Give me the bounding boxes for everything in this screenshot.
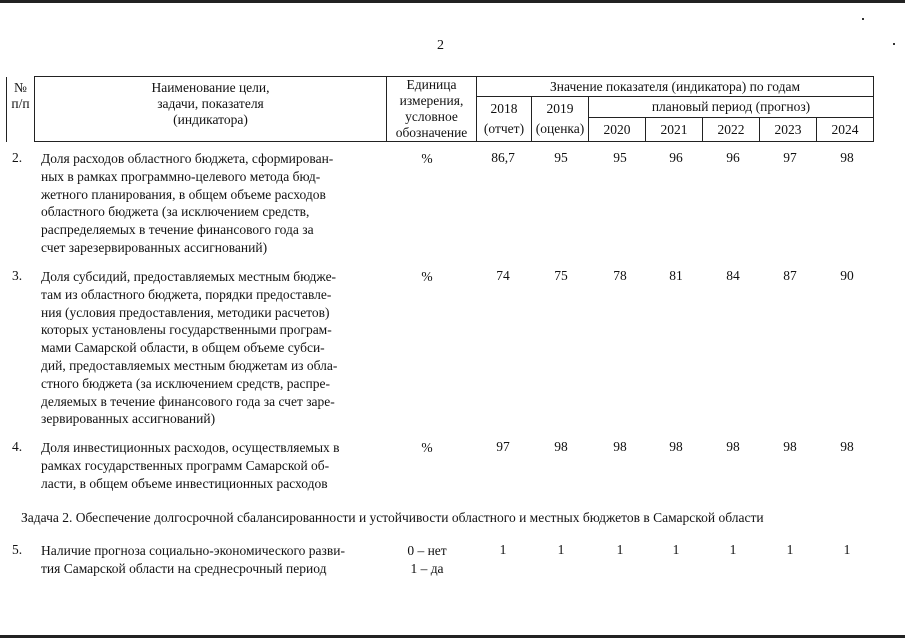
value-2022: 84 xyxy=(726,268,740,283)
value-2020: 1 xyxy=(616,542,624,557)
header-year-2018: 2018 (отчет) xyxy=(477,97,532,142)
value-2022: 1 xyxy=(729,542,737,557)
value-2024: 98 xyxy=(840,439,854,454)
value-2024: 1 xyxy=(843,542,851,557)
value-2022: 96 xyxy=(726,150,740,165)
row-unit: % xyxy=(421,440,433,455)
value-2020: 78 xyxy=(613,268,627,283)
value-2021: 96 xyxy=(669,150,683,165)
row-indicator-name: Доля расходов областного бюджета, сформирован- ных в рамках программно-целевого метода бюд- жетного планирования, в общем объеме расходов областного бюджета (за исключением средств, распределяемых в течение финансового года за счет зарезервированных ассигнований) xyxy=(41,151,334,255)
value-2023: 98 xyxy=(783,439,797,454)
value-2023: 87 xyxy=(783,268,797,283)
header-year-2021: 2021 xyxy=(646,118,703,142)
value-2019: 1 xyxy=(557,542,565,557)
table-header xyxy=(6,76,874,142)
row-number: 5. xyxy=(12,542,23,557)
header-planned-period: плановый период (прогноз) xyxy=(589,97,874,118)
header-year-2023: 2023 xyxy=(760,118,817,142)
value-2020: 95 xyxy=(613,150,627,165)
value-2024: 98 xyxy=(840,150,854,165)
row-unit: % xyxy=(421,269,433,284)
value-2020: 98 xyxy=(613,439,627,454)
row-number: 3. xyxy=(12,268,23,283)
header-col-unit: Единица измерения, условное обозначение xyxy=(387,77,477,142)
header-year-2024: 2024 xyxy=(817,118,874,142)
row-number: 2. xyxy=(12,150,23,165)
value-2022: 98 xyxy=(726,439,740,454)
scan-speck xyxy=(862,18,864,20)
value-2018: 97 xyxy=(496,439,510,454)
row-indicator-name: Наличие прогноза социально-экономического разви- тия Самарской области на среднесрочный период xyxy=(41,543,345,576)
value-2019: 75 xyxy=(554,268,568,283)
row-number: 4. xyxy=(12,439,23,454)
value-2021: 1 xyxy=(672,542,680,557)
scan-speck xyxy=(893,43,895,45)
value-2018: 1 xyxy=(499,542,507,557)
value-2018: 86,7 xyxy=(491,150,515,165)
header-values-title: Значение показателя (индикатора) по годам xyxy=(477,77,874,97)
value-2019: 95 xyxy=(554,150,568,165)
bottom-border-line xyxy=(0,635,905,638)
row-unit: 0 – нет 1 – да xyxy=(407,543,447,576)
row-unit: % xyxy=(421,151,433,166)
page-number: 2 xyxy=(437,38,444,53)
header-year-2020: 2020 xyxy=(589,118,646,142)
value-2021: 81 xyxy=(669,268,683,283)
task-heading: Задача 2. Обеспечение долгосрочной сбалансированности и устойчивости областного и местных бюджетов в Самарской области xyxy=(21,510,764,525)
header-year-2022: 2022 xyxy=(703,118,760,142)
value-2018: 74 xyxy=(496,268,510,283)
value-2019: 98 xyxy=(554,439,568,454)
value-2024: 90 xyxy=(840,268,854,283)
row-indicator-name: Доля субсидий, предоставляемых местным бюдже- там из областного бюджета, порядки предоставле- ния (условия предоставления, методики расчетов) которых установлены государственными програм- мами Самарской области, в общем объеме субси- дий, предоставляемых местным бюджетам из обла- стного бюджета (за исключением средств, распре- деляемых в течение финансового года за счет заре- зервированных ассигнований) xyxy=(41,269,338,427)
value-2023: 97 xyxy=(783,150,797,165)
row-indicator-name: Доля инвестиционных расходов, осуществляемых в рамках государственных программ Самарской об- ласти, в общем объеме инвестиционных расходов xyxy=(41,440,340,491)
value-2023: 1 xyxy=(786,542,794,557)
top-border-line xyxy=(0,0,905,3)
header-col-name: Наименование цели, задачи, показателя (индикатора) xyxy=(35,77,387,142)
header-col-number: № п/п xyxy=(7,77,35,142)
header-year-2019: 2019 (оценка) xyxy=(532,97,589,142)
value-2021: 98 xyxy=(669,439,683,454)
